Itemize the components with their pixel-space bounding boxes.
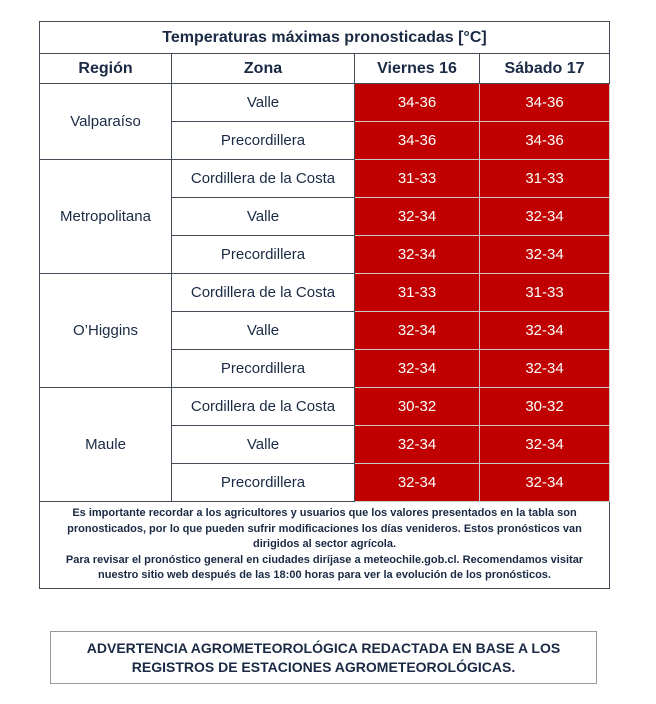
column-header-friday: Viernes 16: [355, 54, 480, 84]
table-note-row: [40, 502, 610, 589]
zone-cell: Valle: [172, 198, 355, 236]
temp-cell-saturday: 32-34: [480, 198, 610, 236]
region-cell: O’Higgins: [40, 274, 172, 388]
temp-cell-saturday: 32-34: [480, 312, 610, 350]
temp-cell-saturday: 32-34: [480, 236, 610, 274]
zone-cell: Cordillera de la Costa: [172, 160, 355, 198]
warning-box: [50, 631, 597, 684]
table-row: [40, 388, 610, 426]
temp-cell-saturday: 30-32: [480, 388, 610, 426]
warning-line-2: REGISTROS DE ESTACIONES AGROMETEOROLÓGICAS.: [131, 658, 516, 675]
zone-cell: Valle: [172, 426, 355, 464]
table-note: [40, 502, 610, 589]
temp-cell-friday: 32-34: [355, 464, 480, 502]
temp-cell-saturday: 34-36: [480, 84, 610, 122]
table-title-row: [40, 22, 610, 54]
zone-cell: Valle: [172, 312, 355, 350]
forecast-table: [39, 21, 610, 589]
warning-line-1: ADVERTENCIA AGROMETEOROLÓGICA REDACTADA EN BASE A LOS: [86, 639, 561, 656]
column-header-region: Región: [40, 54, 172, 84]
table-row: [40, 160, 610, 198]
temp-cell-saturday: 32-34: [480, 464, 610, 502]
column-header-saturday: Sábado 17: [480, 54, 610, 84]
table-row: [40, 274, 610, 312]
table-title: Temperaturas máximas pronosticadas [°C]: [40, 22, 610, 54]
temp-cell-friday: 32-34: [355, 312, 480, 350]
zone-cell: Precordillera: [172, 464, 355, 502]
table-header-row: [40, 54, 610, 84]
temp-cell-saturday: 32-34: [480, 426, 610, 464]
zone-cell: Precordillera: [172, 350, 355, 388]
note-website-info: Para revisar el pronóstico general en ciudades diríjase a meteochile.gob.cl. Recomendamos visitar nuestro sitio web después de las 18:00 horas para ver la evolución de los pronósticos.: [65, 553, 584, 582]
note-disclaimer: Es importante recordar a los agricultores y usuarios que los valores presentados en la tabla son pronosticados, por lo que pueden sufrir modificaciones los días venideros. Estos pronósticos van dirigidos al sector agrícola.: [67, 507, 582, 551]
temp-cell-saturday: 32-34: [480, 350, 610, 388]
temp-cell-saturday: 31-33: [480, 160, 610, 198]
region-cell: Maule: [40, 388, 172, 502]
zone-cell: Cordillera de la Costa: [172, 274, 355, 312]
temp-cell-friday: 32-34: [355, 350, 480, 388]
temp-cell-saturday: 34-36: [480, 122, 610, 160]
temp-cell-friday: 32-34: [355, 236, 480, 274]
region-cell: Valparaíso: [40, 84, 172, 160]
temp-cell-friday: 34-36: [355, 122, 480, 160]
column-header-zone: Zona: [172, 54, 355, 84]
temp-cell-friday: 31-33: [355, 274, 480, 312]
temp-cell-friday: 32-34: [355, 426, 480, 464]
region-cell: Metropolitana: [40, 160, 172, 274]
zone-cell: Precordillera: [172, 236, 355, 274]
temp-cell-friday: 31-33: [355, 160, 480, 198]
temp-cell-friday: 30-32: [355, 388, 480, 426]
temp-cell-friday: 32-34: [355, 198, 480, 236]
table-row: [40, 84, 610, 122]
zone-cell: Valle: [172, 84, 355, 122]
temp-cell-saturday: 31-33: [480, 274, 610, 312]
temp-cell-friday: 34-36: [355, 84, 480, 122]
zone-cell: Cordillera de la Costa: [172, 388, 355, 426]
zone-cell: Precordillera: [172, 122, 355, 160]
